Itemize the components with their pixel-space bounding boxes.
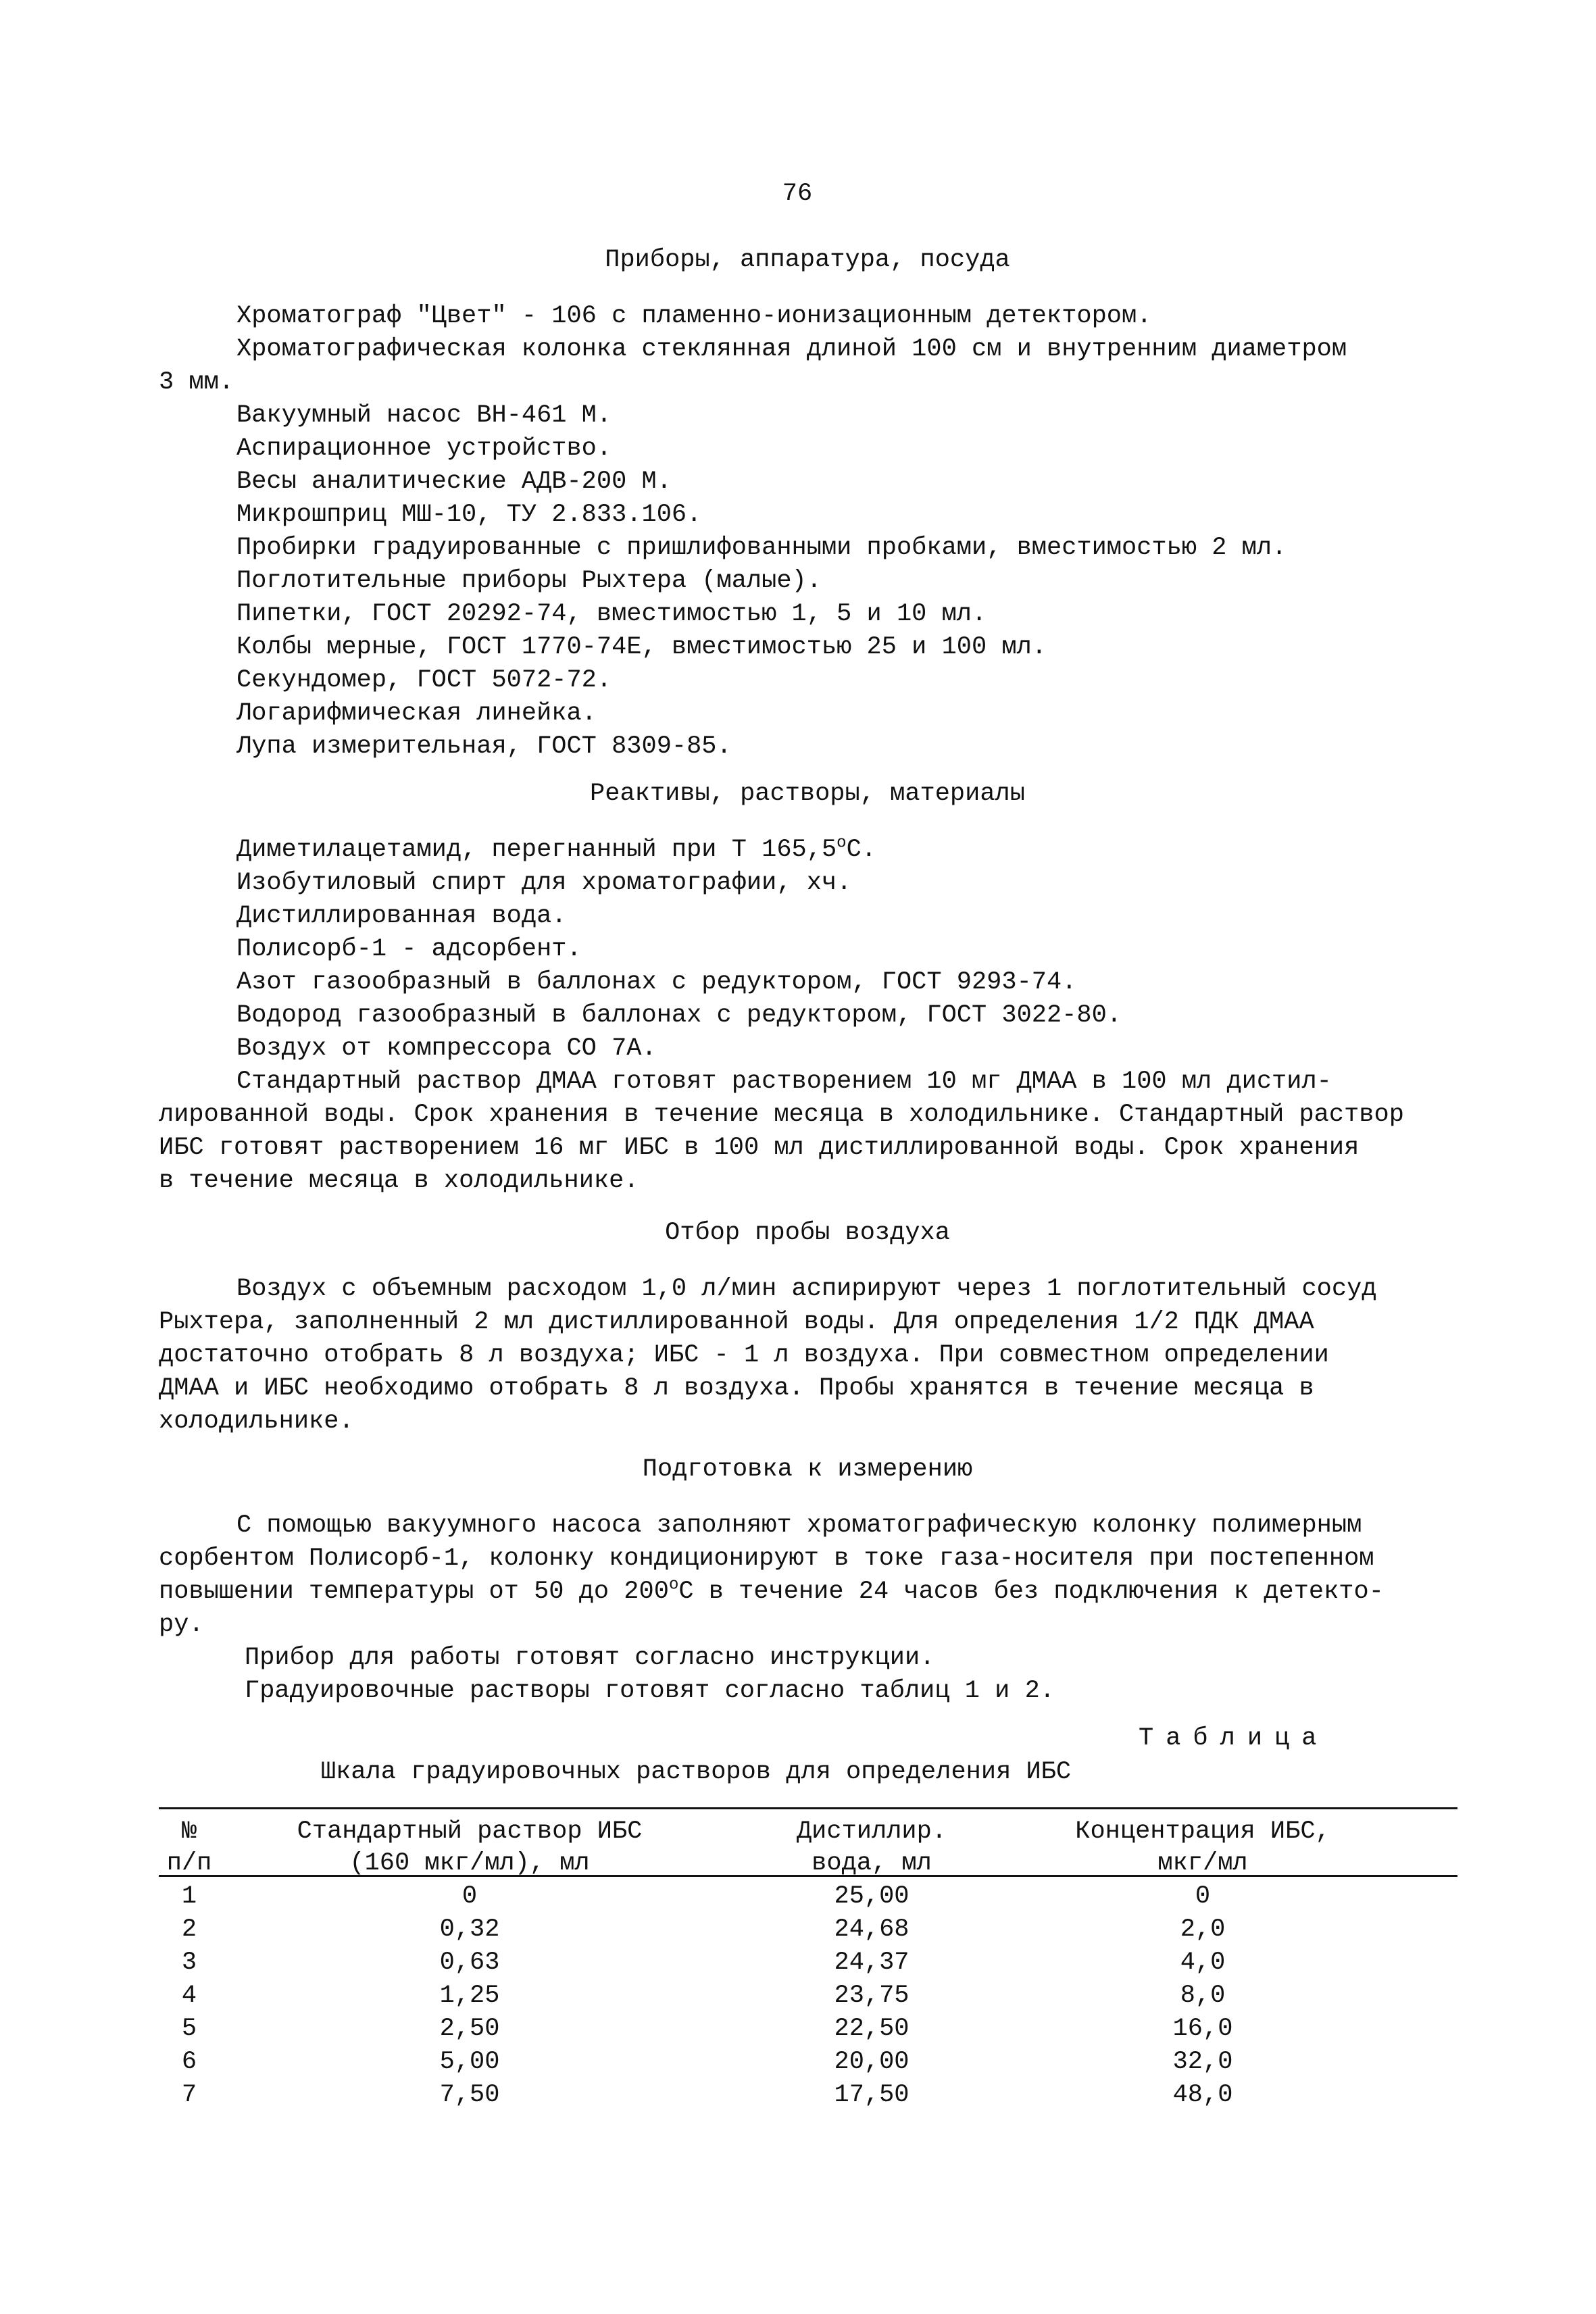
- table-cell-concentration: 0: [1195, 1882, 1211, 1911]
- header-std-top: Стандартный раствор ИБС: [297, 1817, 643, 1846]
- devices-line: Весы аналитические АДВ-200 М.: [236, 468, 672, 496]
- devices-line: Лупа измерительная, ГОСТ 8309-85.: [236, 732, 732, 761]
- standard-solution-line: ИБС готовят растворением 16 мг ИБС в 100 мл дистиллированной воды. Срок хранения: [159, 1134, 1360, 1162]
- header-std-bottom: (160 мкг/мл), мл: [349, 1849, 590, 1878]
- reagents-line: Водород газообразный в баллонах с редуктором, ГОСТ 3022-80.: [236, 1001, 1122, 1030]
- devices-heading: Приборы, аппаратура, посуда: [605, 246, 1010, 274]
- preparation-text: повышении температуры от 50 до 200: [159, 1578, 669, 1606]
- reagents-line: Изобутиловый спирт для хроматографии, хч.: [236, 869, 852, 897]
- reagents-heading: Реактивы, растворы, материалы: [590, 780, 1025, 808]
- devices-line: Хроматограф "Цвет" - 106 с пламенно-ионизационным детектором.: [236, 302, 1152, 330]
- table-cell-distilled-water-ml: 23,75: [834, 1982, 909, 2010]
- header-water-top: Дистиллир.: [796, 1817, 947, 1846]
- header-num-bottom: п/п: [166, 1849, 212, 1878]
- table-cell-std-solution-ml: 0,32: [439, 1915, 500, 1944]
- table-cell-distilled-water-ml: 22,50: [834, 2015, 909, 2043]
- preparation-heading: Подготовка к измерению: [642, 1455, 973, 1484]
- table-cell-row-number: 5: [181, 2015, 197, 2043]
- devices-line: Поглотительные приборы Рыхтера (малые).: [236, 567, 822, 595]
- header-conc-top: Концентрация ИБС,: [1075, 1817, 1330, 1846]
- sampling-line: холодильнике.: [159, 1407, 354, 1436]
- sampling-line: Воздух с объемным расходом 1,0 л/мин аспирируют через 1 поглотительный сосуд: [236, 1275, 1377, 1303]
- sampling-heading: Отбор пробы воздуха: [665, 1219, 950, 1247]
- standard-solution-line: Стандартный раствор ДМАА готовят растворением 10 мг ДМАА в 100 мл дистил-: [236, 1067, 1332, 1096]
- header-conc-bottom: мкг/мл: [1157, 1849, 1248, 1878]
- reagent-text: С.: [846, 836, 876, 864]
- table-cell-std-solution-ml: 7,50: [439, 2081, 500, 2109]
- table-cell-concentration: 16,0: [1172, 2015, 1233, 2043]
- table-cell-concentration: 8,0: [1180, 1982, 1226, 2010]
- devices-line: Секундомер, ГОСТ 5072-72.: [236, 666, 612, 695]
- reagents-line: Воздух от компрессора СО 7А.: [236, 1034, 657, 1063]
- table-cell-concentration: 2,0: [1180, 1915, 1226, 1944]
- table-cell-std-solution-ml: 1,25: [439, 1982, 500, 2010]
- sampling-line: ДМАА и ИБС необходимо отобрать 8 л воздуха. Пробы хранятся в течение месяца в: [159, 1374, 1314, 1403]
- devices-line: Вакуумный насос ВН-461 М.: [236, 401, 612, 430]
- devices-line: Микрошприц МШ-10, ТУ 2.833.106.: [236, 501, 702, 529]
- table-cell-std-solution-ml: 0,63: [439, 1948, 500, 1977]
- page-number: 76: [782, 180, 813, 208]
- preparation-line: Прибор для работы готовят согласно инструкции.: [245, 1644, 935, 1672]
- table-cell-distilled-water-ml: 17,50: [834, 2081, 909, 2109]
- devices-line: Пипетки, ГОСТ 20292-74, вместимостью 1, 5 и 10 мл.: [236, 600, 987, 628]
- table-cell-distilled-water-ml: 24,68: [834, 1915, 909, 1944]
- reagents-line: Полисорб-1 - адсорбент.: [236, 935, 582, 963]
- table-cell-std-solution-ml: 5,00: [439, 2048, 500, 2076]
- devices-line: Логарифмическая линейка.: [236, 699, 597, 728]
- table-cell-row-number: 2: [181, 1915, 197, 1944]
- table-cell-row-number: 6: [181, 2048, 197, 2076]
- degree-mark: о: [668, 1576, 679, 1594]
- preparation-text: С в течение 24 часов без подключения к детекто-: [678, 1578, 1384, 1606]
- preparation-line: Градуировочные растворы готовят согласно таблиц 1 и 2.: [245, 1677, 1055, 1705]
- table-cell-row-number: 7: [181, 2081, 197, 2109]
- standard-solution-line: в течение месяца в холодильнике.: [159, 1167, 639, 1195]
- table-cell-concentration: 32,0: [1172, 2048, 1233, 2076]
- table-cell-std-solution-ml: 2,50: [439, 2015, 500, 2043]
- table-title: Шкала градуировочных растворов для определения ИБС: [320, 1758, 1072, 1786]
- reagent-text: Диметилацетамид, перегнанный при Т 165,5: [236, 836, 837, 864]
- preparation-line: [159, 1575, 1384, 1609]
- sampling-line: Рыхтера, заполненный 2 мл дистиллированной воды. Для определения 1/2 ПДК ДМАА: [159, 1308, 1314, 1336]
- devices-line: Колбы мерные, ГОСТ 1770-74Е, вместимостью 25 и 100 мл.: [236, 633, 1047, 661]
- devices-line: Аспирационное устройство.: [236, 434, 612, 463]
- preparation-line: сорбентом Полисорб-1, колонку кондиционируют в токе газа-носителя при постепенном: [159, 1544, 1374, 1573]
- table-cell-distilled-water-ml: 20,00: [834, 2048, 909, 2076]
- standard-solution-line: лированной воды. Срок хранения в течение месяца в холодильнике. Стандартный раствор: [159, 1101, 1404, 1129]
- devices-line: Пробирки градуированные с пришлифованными пробками, вместимостью 2 мл.: [236, 534, 1287, 562]
- devices-line: 3 мм.: [159, 368, 234, 397]
- preparation-line: С помощью вакуумного насоса заполняют хроматографическую колонку полимерным: [236, 1511, 1362, 1540]
- table-cell-distilled-water-ml: 25,00: [834, 1882, 909, 1911]
- header-num-top: №: [181, 1817, 197, 1846]
- degree-mark: о: [837, 834, 847, 853]
- table-cell-row-number: 3: [181, 1948, 197, 1977]
- reagents-line: [236, 833, 876, 867]
- table-cell-row-number: 4: [181, 1982, 197, 2010]
- table-cell-distilled-water-ml: 24,37: [834, 1948, 909, 1977]
- preparation-line: ру.: [159, 1611, 204, 1639]
- table-cell-row-number: 1: [181, 1882, 197, 1911]
- table-cell-concentration: 4,0: [1180, 1948, 1226, 1977]
- header-water-bottom: вода, мл: [812, 1849, 932, 1878]
- table-cell-concentration: 48,0: [1172, 2081, 1233, 2109]
- reagents-line: Азот газообразный в баллонах с редуктором, ГОСТ 9293-74.: [236, 968, 1077, 997]
- table-header-rule: [159, 1875, 1457, 1877]
- reagents-line: Дистиллированная вода.: [236, 902, 567, 930]
- table-cell-std-solution-ml: 0: [462, 1882, 478, 1911]
- table-top-rule: [159, 1807, 1457, 1809]
- sampling-line: достаточно отобрать 8 л воздуха; ИБС - 1 л воздуха. При совместном определении: [159, 1341, 1329, 1369]
- devices-line: Хроматографическая колонка стеклянная длиной 100 см и внутренним диаметром: [236, 335, 1347, 363]
- table-label: Таблица: [1139, 1724, 1329, 1753]
